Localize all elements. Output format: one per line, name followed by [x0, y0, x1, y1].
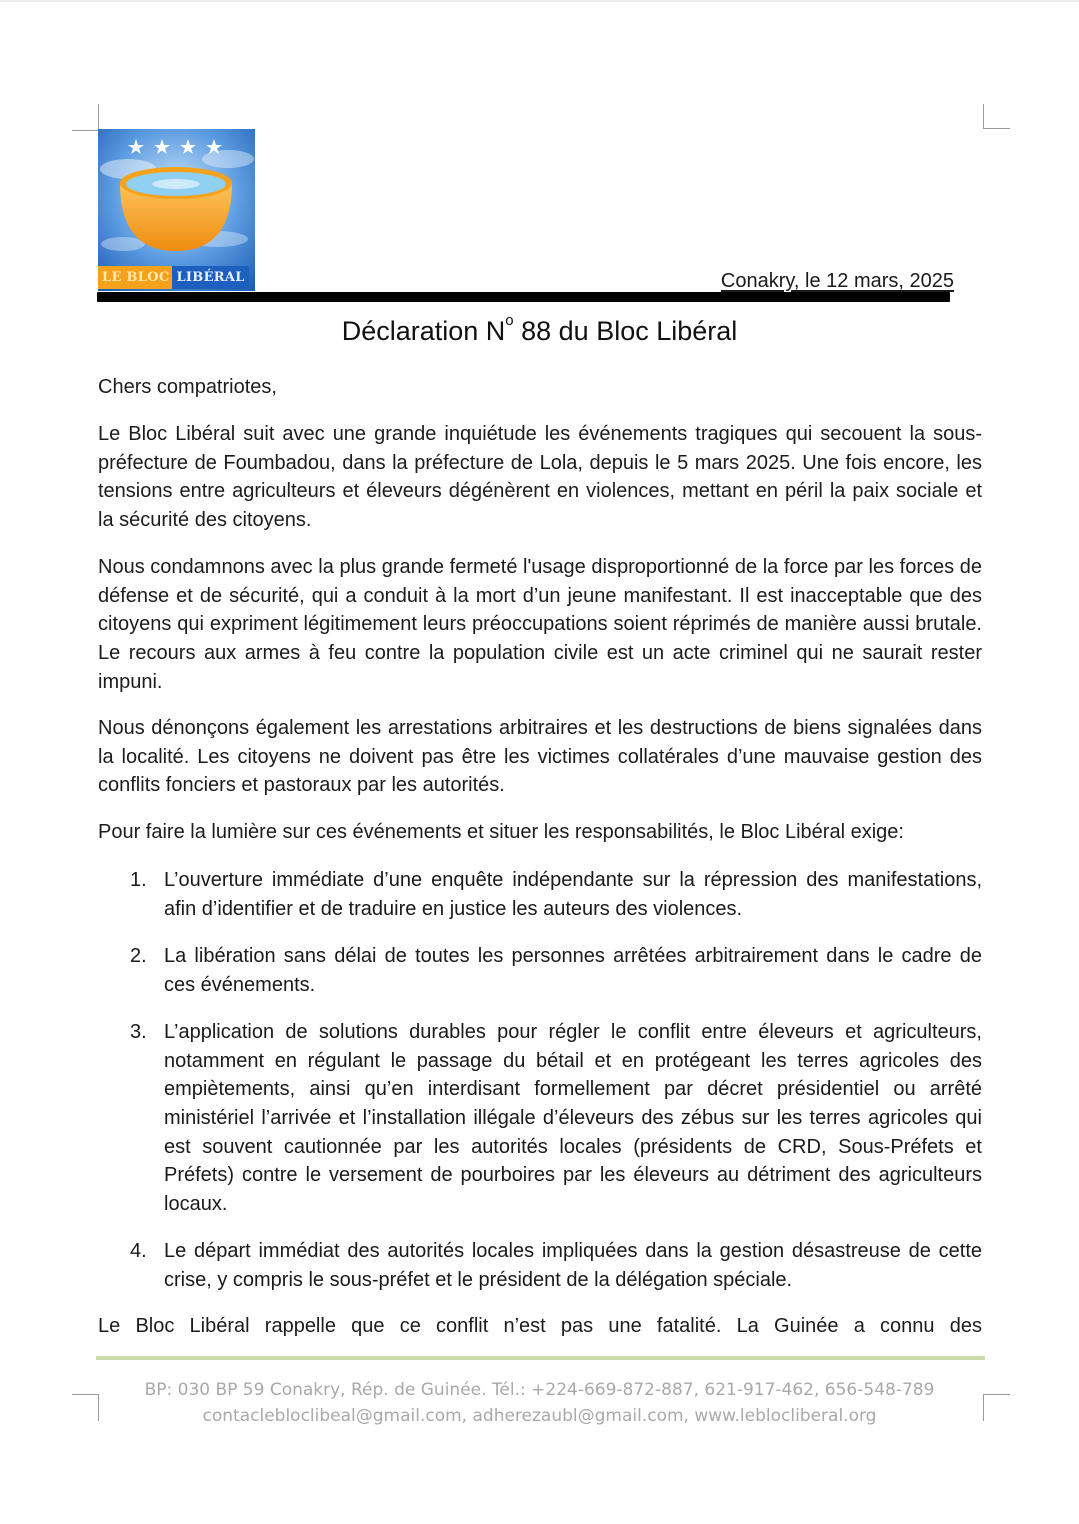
list-item-number: 4. [130, 1240, 147, 1263]
list-item-number: 3. [130, 1020, 147, 1043]
crop-mark-top-left [72, 104, 99, 131]
date-line: Conakry, le 12 mars, 2025 [720, 270, 954, 292]
list-item-text: Le départ immédiat des autorités locales impliquées dans la gestion désastreuse de cette crise, y compris le sous-préfet et le président de la délégation spéciale. [164, 1240, 982, 1291]
list-item [98, 866, 982, 923]
logo-caption-left: LE BLOC [98, 266, 172, 289]
title-suffix: 88 du Bloc Libéral [513, 316, 738, 346]
header-rule [97, 292, 950, 302]
paragraph: Nous condamnons avec la plus grande fermeté l'usage disproportionné de la force par les forces de défense et de sécurité, qui a conduit à la mort d’un jeune manifestant. Il est inacceptable que des citoyens qui expriment légitimement leurs préoccupations soient réprimés de manière aussi brutale. Le recours aux armes à feu contre la population civile est un acte criminel qui ne saurait rester impuni. [98, 556, 982, 693]
paragraph: Nous dénonçons également les arrestations arbitraires et les destructions de biens signalées dans la localité. Les citoyens ne doivent pas être les victimes collatérales d’une mauvaise gestion des conflits fonciers et pastoraux par les autorités. [98, 717, 982, 797]
paragraph: Le Bloc Libéral suit avec une grande inquiétude les événements tragiques qui secouent la sous-préfecture de Foumbadou, dans la préfecture de Lola, depuis le 5 mars 2025. Une fois encore, les tensions entre agriculteurs et éleveurs dégénèrent en violences, mettant en péril la paix sociale et la sécurité des citoyens. [98, 423, 982, 532]
footer-contacts: contaclebloclibeal@gmail.com, adherezaubl@gmail.com, www.leblocliberal.org [202, 1406, 877, 1426]
list-item-text: La libération sans délai de toutes les personnes arrêtées arbitrairement dans le cadre de ces événements. [164, 944, 982, 996]
title-prefix: Déclaration N [341, 316, 506, 346]
list-item-text: L’application de solutions durables pour régler le conflit entre éleveurs et agriculteurs, notamment en régulant le passage du bétail et en protégeant les terres agricoles des empiètements, ainsi qu’en interdisant formellement par décret présidentiel ou arrêté ministériel l’arrivée et l’installation illégale d’éleveurs des zébus sur les terres agricoles qui est souvent cautionnée par les autorités locales (présidents de CRD, Sous-Préfets et Préfets) contre le versement de pourboires par les éleveurs au détriment des agriculteurs locaux. [164, 1020, 982, 1216]
list-item [98, 942, 982, 999]
list-item-number: 1. [130, 869, 147, 891]
paragraph: Pour faire la lumière sur ces événements et situer les responsabilités, le Bloc Libéral exige: [98, 821, 904, 843]
page-top-edge [0, 0, 1079, 2]
list-item-number: 2. [130, 944, 147, 967]
document-title [0, 312, 1079, 347]
greeting: Chers compatriotes, [98, 376, 277, 398]
list-item [98, 1237, 982, 1294]
bloc-liberal-logo [98, 129, 255, 291]
list-item [98, 1018, 982, 1219]
demands-list [98, 866, 982, 1313]
crop-mark-top-right [983, 104, 1010, 129]
closing-paragraph: Le Bloc Libéral rappelle que ce conflit n’est pas une fatalité. La Guinée a connu des [98, 1315, 982, 1337]
footer-address: BP: 030 BP 59 Conakry, Rép. de Guinée. Tél.: +224-669-872-887, 621-917-462, 656-548-789 [144, 1380, 935, 1400]
footer-rule [96, 1356, 985, 1360]
title-superscript: o [505, 312, 514, 329]
logo-caption-right: LIBÉRAL [172, 266, 248, 289]
logo-caption [98, 264, 255, 291]
list-item-text: L’ouverture immédiate d’une enquête indépendante sur la répression des manifestations, afin d’identifier et de traduire en justice les auteurs des violences. [164, 869, 982, 920]
